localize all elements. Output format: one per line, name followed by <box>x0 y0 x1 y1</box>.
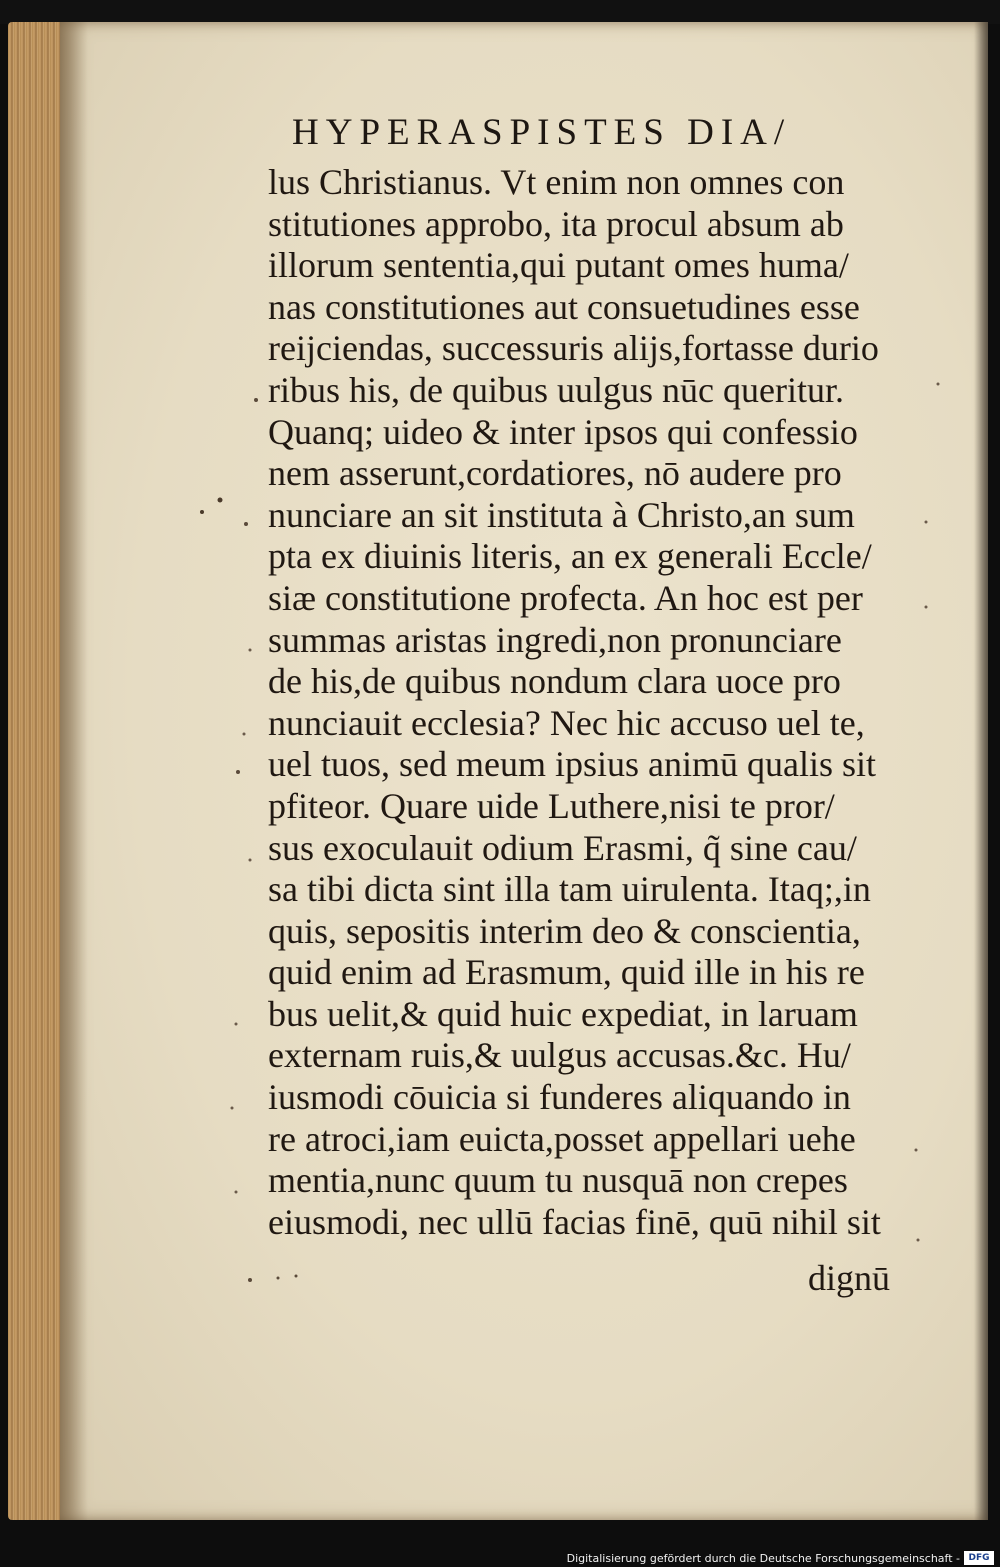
text-line: siæ constitutione profecta. An hoc est per <box>268 577 863 618</box>
text-line: nem asserunt,cordatiores, nō audere pro <box>268 453 842 494</box>
catchword: dignū <box>808 1258 891 1298</box>
text-line: lus Christianus. Vt enim non omnes con <box>268 162 845 202</box>
text-line: quis, sepositis interim deo & conscientia, <box>268 910 861 951</box>
body-text <box>268 162 940 1243</box>
text-line: iusmodi cōuicia si funderes aliquando in <box>268 1077 851 1118</box>
text-line: bus uelit,& quid huic expediat, in laruam <box>268 993 858 1034</box>
text-line: externam ruis,& uulgus accusas.&c. Hu/ <box>268 1035 851 1076</box>
text-line: de his,de quibus nondum clara uoce pro <box>268 661 841 702</box>
text-line: nunciauit ecclesia? Nec hic accuso uel te, <box>268 702 865 743</box>
text-line: illorum sententia,qui putant omes huma/ <box>268 245 849 286</box>
text-line: sus exoculauit odium Erasmi, q̃ sine cau/ <box>268 827 857 868</box>
text-line: Quanq; uideo & inter ipsos qui confessio <box>268 411 858 452</box>
text-line: re atroci,iam euicta,posset appellari uehe <box>268 1118 856 1159</box>
text-line: summas aristas ingredi,non pronunciare <box>268 619 842 660</box>
running-header: HYPERASPISTES DIA/ <box>292 112 792 153</box>
text-line: eiusmodi, nec ullū facias finē, quū nihil sit <box>268 1201 881 1242</box>
text-line: nas constitutiones aut consuetudines esse <box>268 286 860 327</box>
text-line: nunciare an sit instituta à Christo,an sum <box>268 494 855 535</box>
dfg-logo: DFG <box>964 1551 994 1565</box>
scan-background-top <box>0 0 1000 24</box>
scan-footer-bar <box>0 1520 1000 1567</box>
text-line: reijciendas, successuris alijs,fortasse durio <box>268 328 879 369</box>
text-line: sa tibi dicta sint illa tam uirulenta. Itaq;,in <box>268 869 871 910</box>
text-line: mentia,nunc quum tu nusquā non crepes <box>268 1160 848 1201</box>
text-line: pta ex diuinis literis, an ex generali Eccle/ <box>268 536 872 577</box>
digitization-credit: Digitalisierung gefördert durch die Deutsche Forschungsgemeinschaft - <box>566 1552 960 1565</box>
text-line: ribus his, de quibus uulgus nūc queritur. <box>268 369 844 410</box>
text-line: uel tuos, sed meum ipsius animū qualis sit <box>268 744 876 785</box>
text-line: stitutiones approbo, ita procul absum ab <box>268 203 844 244</box>
text-line: pfiteor. Quare uide Luthere,nisi te pror/ <box>268 785 835 826</box>
text-line: quid enim ad Erasmum, quid ille in his re <box>268 952 865 993</box>
